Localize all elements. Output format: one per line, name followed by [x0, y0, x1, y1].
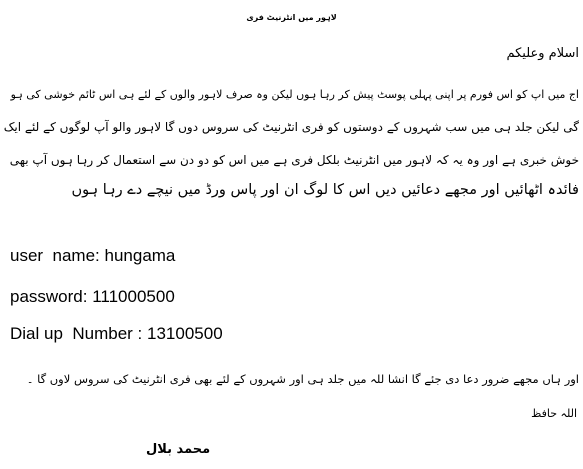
- password-line: [10, 286, 175, 308]
- body-line: خوش خبری ہے اور وہ یہ کہ لاہور میں انٹرنیٹ بلکل فری ہے میں اس کو دو دن سے استعمال کر رہا ہوں آپ بھی: [9, 153, 579, 167]
- closing-text: اور ہاں مجھے ضرور دعا دی جئے گا انشا للہ میں جلد ہی اور شہروں کے لئے بھی فری انٹرنیٹ کی سروس لاوں گا ۔: [26, 372, 579, 386]
- password-label: password:: [10, 287, 88, 306]
- signature: محمد بلال: [146, 442, 211, 457]
- dialup-line: [10, 323, 223, 345]
- dialup-value: 13100500: [147, 324, 223, 343]
- dialup-label: Dial up Number :: [10, 324, 143, 343]
- password-value: 111000500: [92, 287, 175, 306]
- post-title: لاہور میں انٹرنیٹ فری: [246, 13, 337, 22]
- farewell-text: اللہ حافظ: [531, 407, 577, 420]
- username-value: hungama: [104, 246, 176, 265]
- greeting-text: اسلام وعلیکم: [506, 46, 579, 61]
- username-line: [10, 245, 175, 267]
- body-line: فائدہ اٹھائیں اور مجھے دعائیں دیں اس کا لوگ ان اور پاس ورڈ میں نیچے دے رہا ہوں: [71, 182, 579, 198]
- body-line: اج میں اپ کو اس فورم پر اپنی پہلی پوسٹ پیش کر رہا ہوں لیکن وہ صرف لاہور والوں کے لئے ہی اس ٹائم خوشی کی ہو: [10, 88, 579, 101]
- body-line: گی لیکن جلد ہی میں سب شہروں کے دوستوں کو فری انٹرنیٹ کی سروس دوں گا لاہور والو آپ لوگوں کے لئے ایک: [3, 120, 579, 134]
- username-label: user name:: [10, 246, 100, 265]
